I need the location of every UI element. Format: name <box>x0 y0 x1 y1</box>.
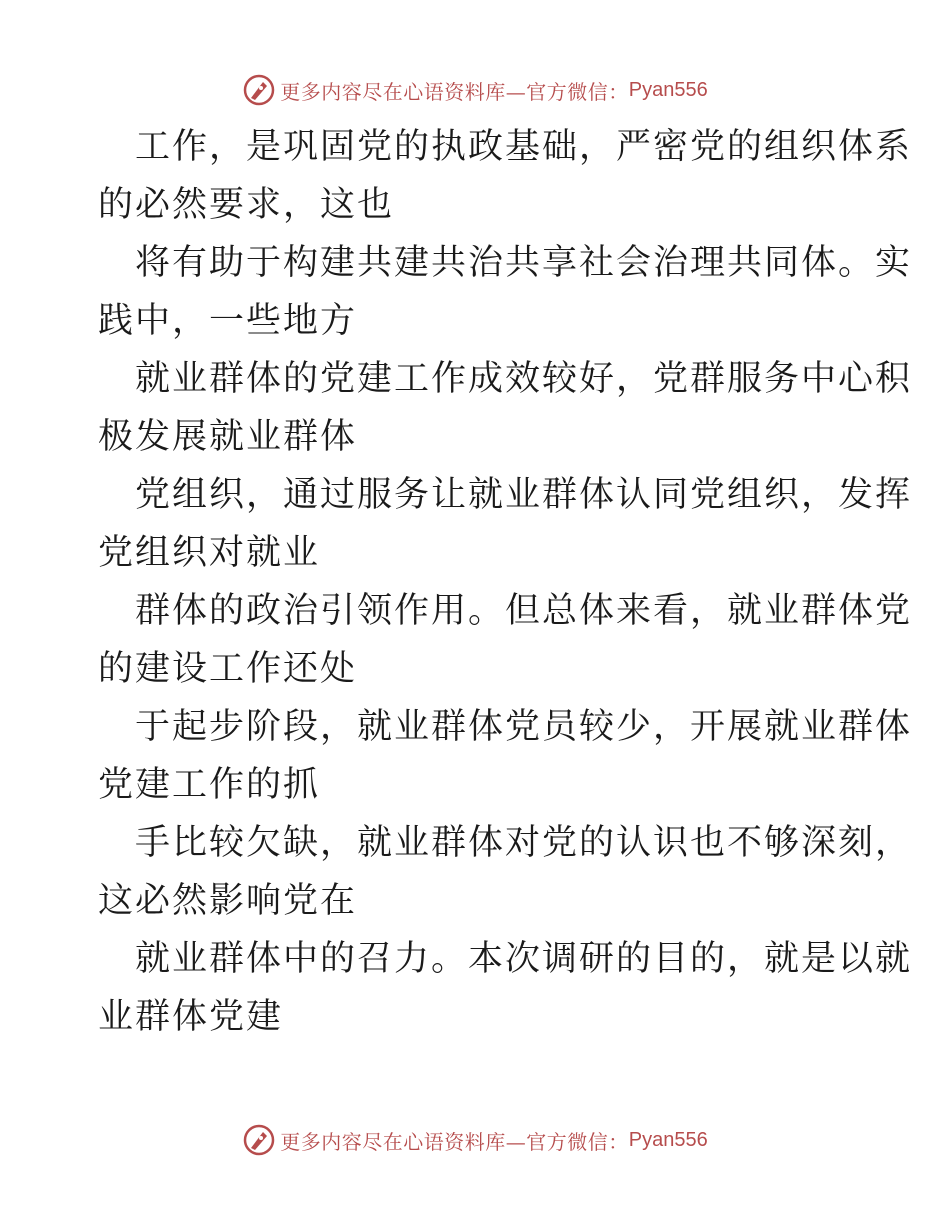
paragraph <box>98 814 913 930</box>
paragraph-line: 的必然要求，这也 <box>98 185 395 225</box>
pen-nib-icon <box>242 73 276 107</box>
banner-text: 更多内容尽在心语资料库—官方微信： <box>280 79 629 104</box>
paragraph <box>98 118 913 234</box>
paragraph-line: 这必然影响党在 <box>98 881 358 921</box>
paragraph-line: 将有助于构建共建共治共享社会治理共同体。实 <box>135 243 913 283</box>
paragraph-line: 业群体党建 <box>98 997 284 1037</box>
paragraph <box>98 350 913 466</box>
paragraph-line: 于起步阶段，就业群体党员较少，开展就业群体 <box>135 707 913 747</box>
banner-handle: Pyan556 <box>628 1128 708 1151</box>
banner-text: 更多内容尽在心语资料库—官方微信： <box>280 1129 629 1154</box>
paragraph-line: 就业群体的党建工作成效较好，党群服务中心积 <box>135 359 913 399</box>
paragraph-line: 就业群体中的召力。本次调研的目的，就是以就 <box>135 939 913 979</box>
pen-nib-icon <box>242 1123 276 1157</box>
footer-banner <box>0 1120 950 1160</box>
paragraph-line: 极发展就业群体 <box>98 417 358 457</box>
paragraph-line: 手比较欠缺，就业群体对党的认识也不够深刻， <box>135 823 913 863</box>
document-body <box>98 118 913 1046</box>
paragraph <box>98 698 913 814</box>
paragraph <box>98 582 913 698</box>
paragraph-line: 的建设工作还处 <box>98 649 358 689</box>
paragraph-line: 工作，是巩固党的执政基础，严密党的组织体系 <box>135 127 913 167</box>
paragraph <box>98 930 913 1046</box>
banner-handle: Pyan556 <box>628 78 708 101</box>
paragraph-line: 群体的政治引领作用。但总体来看，就业群体党 <box>135 591 913 631</box>
paragraph-line: 践中，一些地方 <box>98 301 358 341</box>
paragraph <box>98 466 913 582</box>
paragraph-line: 党组织，通过服务让就业群体认同党组织，发挥 <box>135 475 913 515</box>
paragraph-line: 党组织对就业 <box>98 533 321 573</box>
paragraph-line: 党建工作的抓 <box>98 765 321 805</box>
header-banner <box>0 70 950 110</box>
paragraph <box>98 234 913 350</box>
